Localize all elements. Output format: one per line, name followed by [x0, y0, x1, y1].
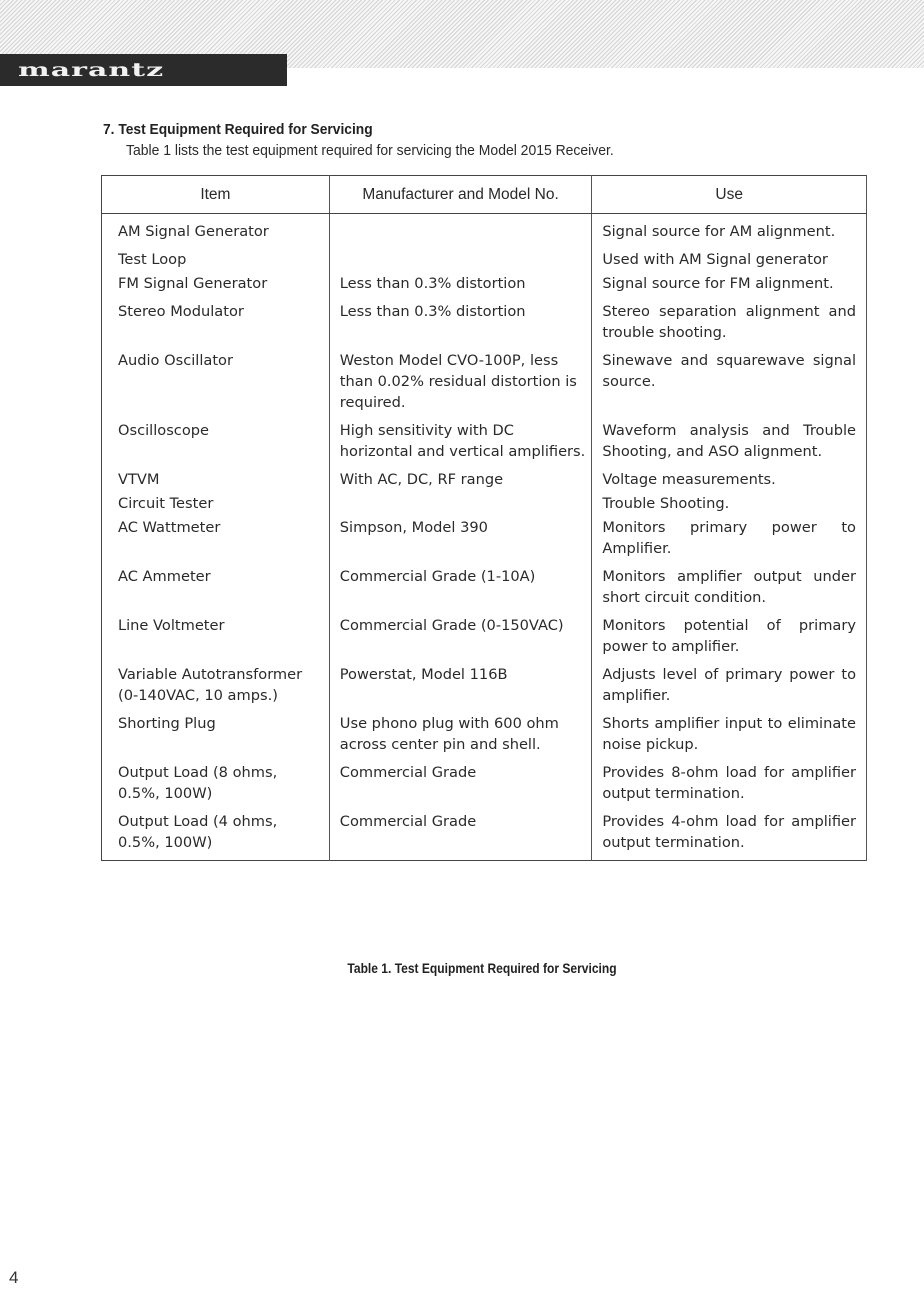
cell-manufacturer: [340, 249, 586, 252]
cell-use: Shorts amplifier input to eliminate noise pickup.: [602, 715, 856, 753]
cell-item: Test Loop: [118, 251, 187, 268]
brand-logo: marantz: [18, 59, 165, 82]
cell-manufacturer: Commercial Grade (1-10A): [339, 568, 536, 585]
column-header-use: Use: [592, 176, 867, 214]
cell-use: Waveform analysis and Trouble Shooting, and ASO alignment.: [602, 422, 856, 460]
table-row: [102, 615, 867, 664]
cell-use: Voltage measurements.: [602, 471, 776, 488]
cell-item: Oscilloscope: [118, 422, 210, 439]
cell-manufacturer: High sensitivity with DC horizontal and vertical amplifiers.: [339, 422, 586, 460]
cell-manufacturer: Commercial Grade: [339, 813, 477, 830]
table-row: [102, 469, 867, 493]
table-row: [102, 273, 867, 301]
table-row: [102, 517, 867, 566]
cell-use: Monitors primary power to Amplifier.: [602, 519, 856, 557]
table-row: [102, 664, 867, 713]
cell-item: Variable Autotransformer (0-140VAC, 10 amps.): [118, 666, 303, 704]
cell-item: Stereo Modulator: [118, 303, 244, 320]
cell-manufacturer: With AC, DC, RF range: [339, 471, 504, 488]
cell-item: Output Load (8 ohms, 0.5%, 100W): [118, 764, 278, 802]
cell-use: Provides 4-ohm load for amplifier output termination.: [602, 813, 856, 851]
cell-manufacturer: Commercial Grade: [339, 764, 477, 781]
table-row: [102, 762, 867, 811]
column-header-item: Item: [102, 176, 330, 214]
cell-use: Adjusts level of primary power to amplifier.: [602, 666, 856, 704]
cell-item: Shorting Plug: [118, 715, 216, 732]
section-intro: Table 1 lists the test equipment required for servicing the Model 2015 Receiver.: [126, 142, 614, 159]
table-row: [102, 420, 867, 469]
cell-use: Provides 8-ohm load for amplifier output termination.: [602, 764, 856, 802]
cell-manufacturer: [340, 221, 586, 228]
table-row: [102, 249, 867, 273]
cell-manufacturer: Less than 0.3% distortion: [339, 275, 526, 292]
cell-use: Monitors potential of primary power to amplifier.: [602, 617, 856, 655]
cell-use: Trouble Shooting.: [602, 495, 730, 512]
section-heading: 7. Test Equipment Required for Servicing: [103, 121, 373, 138]
cell-use: Stereo separation alignment and trouble shooting.: [602, 303, 856, 341]
table-row: [102, 493, 867, 517]
page-number: 4: [9, 1268, 19, 1287]
cell-item: VTVM: [118, 471, 160, 488]
cell-use: Signal source for FM alignment.: [602, 275, 834, 292]
table-row: [102, 350, 867, 420]
cell-manufacturer: [340, 493, 586, 496]
cell-manufacturer: Weston Model CVO-100P, less than 0.02% residual distortion is required.: [339, 352, 577, 411]
cell-item: Audio Oscillator: [118, 352, 233, 369]
cell-item: Circuit Tester: [118, 495, 214, 512]
table-row: [102, 214, 867, 250]
cell-item: AC Wattmeter: [118, 519, 221, 536]
cell-manufacturer: Commercial Grade (0-150VAC): [339, 617, 564, 634]
table-row: [102, 811, 867, 861]
cell-item: AC Ammeter: [118, 568, 211, 585]
cell-use: Used with AM Signal generator: [602, 251, 828, 268]
cell-item: FM Signal Generator: [118, 275, 268, 292]
cell-item: Output Load (4 ohms, 0.5%, 100W): [118, 813, 278, 851]
cell-manufacturer: Powerstat, Model 116B: [339, 666, 508, 683]
table-header-row: [102, 176, 867, 214]
cell-item: AM Signal Generator: [118, 223, 269, 240]
cell-item: Line Voltmeter: [118, 617, 225, 634]
table-caption: Table 1. Test Equipment Required for Servicing: [347, 960, 617, 976]
cell-manufacturer: Less than 0.3% distortion: [339, 303, 526, 320]
table-row: [102, 301, 867, 350]
cell-use: Signal source for AM alignment.: [602, 223, 836, 240]
column-header-manufacturer: Manufacturer and Model No.: [329, 176, 592, 214]
table-row: [102, 566, 867, 615]
cell-use: Monitors amplifier output under short circuit condition.: [602, 568, 856, 606]
test-equipment-table: [101, 175, 867, 861]
cell-manufacturer: Simpson, Model 390: [339, 519, 488, 536]
cell-manufacturer: Use phono plug with 600 ohm across center pin and shell.: [339, 715, 559, 753]
table-row: [102, 713, 867, 762]
cell-use: Sinewave and squarewave signal source.: [602, 352, 856, 390]
